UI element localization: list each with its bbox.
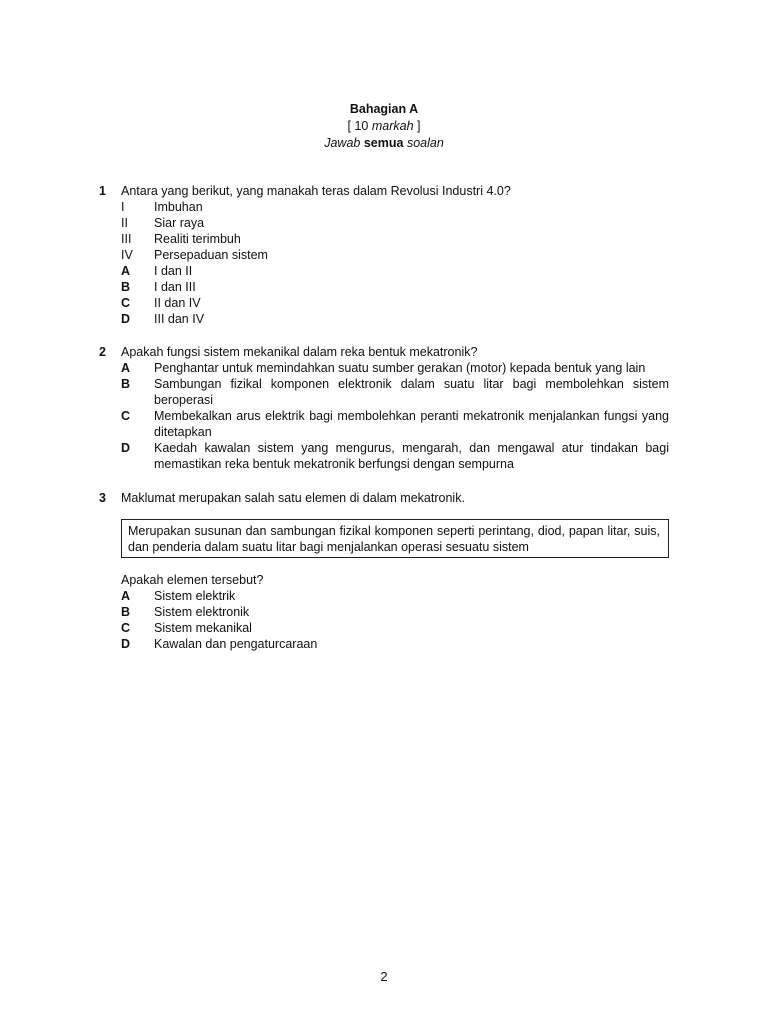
roman-text: Siar raya <box>154 216 205 230</box>
marks-line <box>0 118 768 135</box>
option-text: Sambungan fizikal komponen elektronik dalam suatu litar bagi membolehkan sistem beroperasi <box>154 377 669 407</box>
answer-option <box>99 588 669 604</box>
roman-item <box>99 231 669 247</box>
option-label: C <box>121 409 131 423</box>
option-label: A <box>121 589 131 603</box>
roman-item <box>99 247 669 263</box>
info-box: Merupakan susunan dan sambungan fizikal komponen seperti perintang, diod, papan litar, suis, dan penderia dalam suatu litar bagi menjalankan operasi sesuatu sistem <box>121 519 669 558</box>
answer-option <box>99 408 669 440</box>
instruction-line <box>0 135 768 152</box>
marks-close: ] <box>413 119 421 133</box>
option-label: D <box>121 312 131 326</box>
question-text: Apakah fungsi sistem mekanikal dalam reka bentuk mekatronik? <box>121 345 478 359</box>
instruction-part-2: semua <box>363 136 404 150</box>
roman-label: I <box>121 200 125 214</box>
option-label: C <box>121 621 131 635</box>
answer-option <box>99 295 669 311</box>
option-label: B <box>121 605 131 619</box>
option-text: III dan IV <box>154 312 205 326</box>
option-text: I dan II <box>154 264 193 278</box>
roman-label: IV <box>121 248 133 262</box>
option-label: B <box>121 377 131 391</box>
marks-word: markah <box>371 119 414 133</box>
option-text: I dan III <box>154 280 196 294</box>
option-text: Membekalkan arus elektrik bagi membolehkan peranti mekatronik menjalankan fungsi yang ditetapkan <box>154 409 669 439</box>
question-3 <box>99 490 669 652</box>
roman-label: II <box>121 216 128 230</box>
question-text: Antara yang berikut, yang manakah teras dalam Revolusi Industri 4.0? <box>121 184 511 198</box>
roman-text: Realiti terimbuh <box>154 232 241 246</box>
option-text: Sistem elektronik <box>154 605 250 619</box>
option-label: B <box>121 280 131 294</box>
page-number: 2 <box>380 969 388 984</box>
answer-option <box>99 620 669 636</box>
option-text: Penghantar untuk memindahkan suatu sumber gerakan (motor) kepada bentuk yang lain <box>154 361 646 375</box>
roman-label: III <box>121 232 132 246</box>
option-text: Kaedah kawalan sistem yang mengurus, mengarah, dan mengawal atur tindakan bagi memastikan reka bentuk mekatronik berfungsi dengan sempurna <box>154 441 669 471</box>
option-label: D <box>121 637 131 651</box>
option-text: II dan IV <box>154 296 201 310</box>
question-number: 3 <box>99 491 106 505</box>
answer-option <box>99 376 669 408</box>
question-2 <box>99 344 669 472</box>
roman-item <box>99 199 669 215</box>
roman-item <box>99 215 669 231</box>
option-label: A <box>121 264 131 278</box>
answer-option <box>99 440 669 472</box>
answer-option <box>99 360 669 376</box>
question-1 <box>99 183 669 327</box>
question-number: 2 <box>99 345 106 359</box>
option-text: Sistem elektrik <box>154 589 236 603</box>
section-title: Bahagian A <box>349 102 419 116</box>
option-text: Sistem mekanikal <box>154 621 252 635</box>
instruction-part-1: Jawab <box>324 136 361 150</box>
option-label: A <box>121 361 131 375</box>
answer-option <box>99 263 669 279</box>
marks-open: [ 10 <box>347 119 372 133</box>
answer-option <box>99 279 669 295</box>
question-text: Maklumat merupakan salah satu elemen di dalam mekatronik. <box>121 491 465 505</box>
sub-question: Apakah elemen tersebut? <box>121 573 264 587</box>
option-text: Kawalan dan pengaturcaraan <box>154 637 318 651</box>
section-header <box>0 101 768 152</box>
answer-option <box>99 311 669 327</box>
roman-text: Imbuhan <box>154 200 203 214</box>
option-label: D <box>121 441 131 455</box>
roman-text: Persepaduan sistem <box>154 248 268 262</box>
answer-option <box>99 636 669 652</box>
instruction-part-3: soalan <box>406 136 444 150</box>
option-label: C <box>121 296 131 310</box>
answer-option <box>99 604 669 620</box>
question-number: 1 <box>99 184 106 198</box>
